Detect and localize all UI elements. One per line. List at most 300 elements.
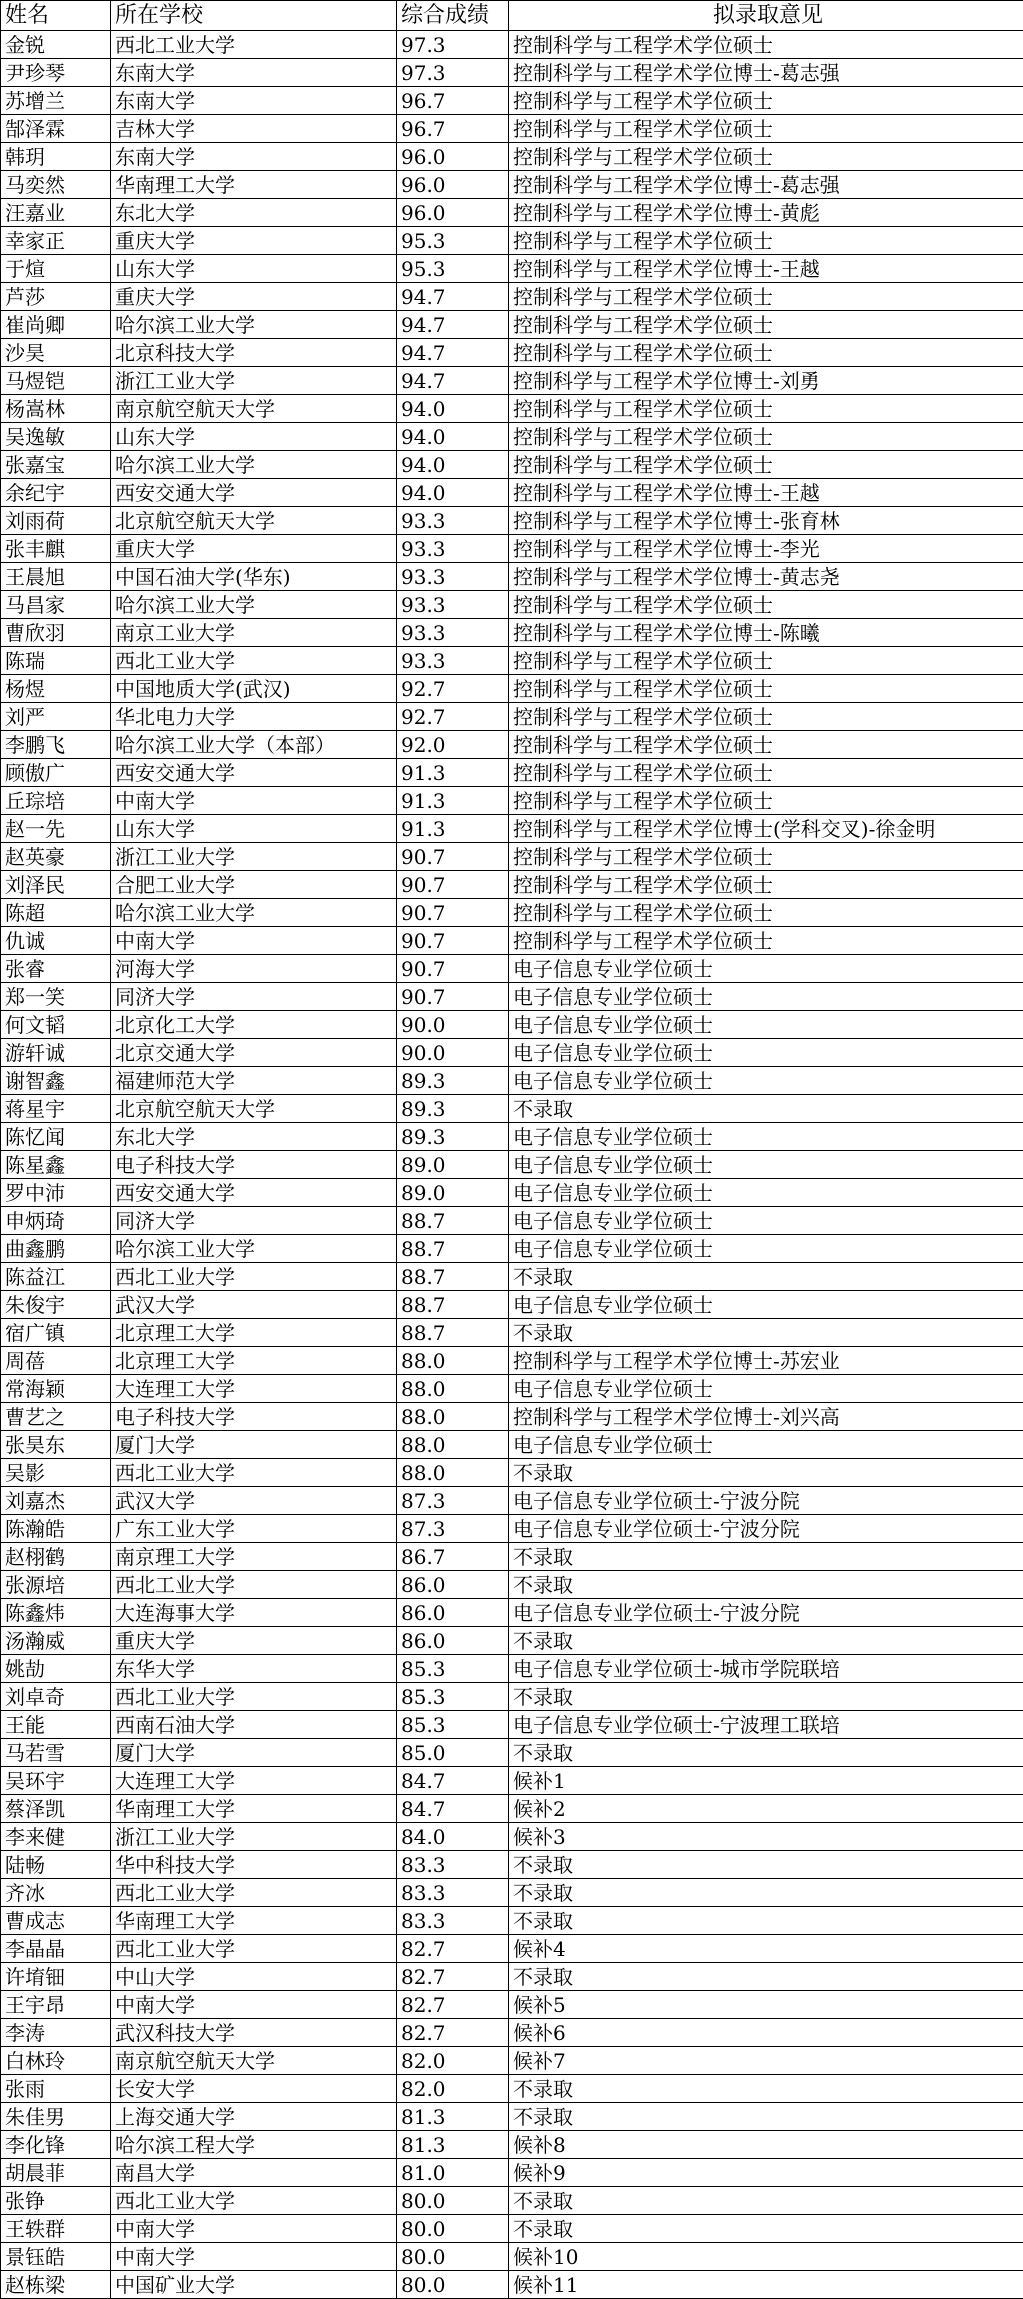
score-cell: 94.0: [397, 423, 509, 451]
opinion-cell: 电子信息专业学位硕士: [509, 1207, 1023, 1235]
school-cell: 西安交通大学: [111, 479, 397, 507]
school-cell: 北京航空航天大学: [111, 1095, 397, 1123]
table-row: [1, 1067, 1023, 1095]
school-cell: 山东大学: [111, 255, 397, 283]
table-row: [1, 1851, 1023, 1879]
table-row: [1, 423, 1023, 451]
name-cell: 张雨: [1, 2075, 111, 2103]
opinion-cell: 控制科学与工程学术学位博士-张育林: [509, 507, 1023, 535]
table-row: [1, 1963, 1023, 1991]
school-cell: 哈尔滨工程大学: [111, 2131, 397, 2159]
school-cell: 哈尔滨工业大学: [111, 899, 397, 927]
table-row: [1, 787, 1023, 815]
name-cell: 陈忆闻: [1, 1123, 111, 1151]
name-cell: 王宇昂: [1, 1991, 111, 2019]
school-cell: 重庆大学: [111, 283, 397, 311]
table-row: [1, 311, 1023, 339]
score-cell: 96.0: [397, 199, 509, 227]
score-cell: 91.3: [397, 787, 509, 815]
table-row: [1, 367, 1023, 395]
school-cell: 西北工业大学: [111, 31, 397, 59]
table-row: [1, 1823, 1023, 1851]
opinion-cell: 候补7: [509, 2047, 1023, 2075]
name-cell: 曲鑫鹏: [1, 1235, 111, 1263]
score-cell: 93.3: [397, 563, 509, 591]
name-cell: 周蓓: [1, 1347, 111, 1375]
school-cell: 重庆大学: [111, 227, 397, 255]
score-cell: 86.0: [397, 1599, 509, 1627]
name-cell: 曹欣羽: [1, 619, 111, 647]
name-cell: 陈瑞: [1, 647, 111, 675]
opinion-cell: 候补6: [509, 2019, 1023, 2047]
name-cell: 李晶晶: [1, 1935, 111, 1963]
opinion-cell: 候补3: [509, 1823, 1023, 1851]
name-cell: 李涛: [1, 2019, 111, 2047]
score-cell: 88.0: [397, 1431, 509, 1459]
name-cell: 刘雨荷: [1, 507, 111, 535]
opinion-cell: 控制科学与工程学术学位硕士: [509, 227, 1023, 255]
table-row: [1, 1039, 1023, 1067]
table-row: [1, 1319, 1023, 1347]
school-cell: 大连理工大学: [111, 1375, 397, 1403]
opinion-cell: 不录取: [509, 2075, 1023, 2103]
name-cell: 胡晨菲: [1, 2159, 111, 2187]
score-cell: 95.3: [397, 255, 509, 283]
name-cell: 刘卓奇: [1, 1683, 111, 1711]
opinion-cell: 电子信息专业学位硕士: [509, 1039, 1023, 1067]
column-header-name: 姓名: [1, 1, 111, 31]
name-cell: 蔡泽凯: [1, 1795, 111, 1823]
table-row: [1, 59, 1023, 87]
school-cell: 西北工业大学: [111, 1935, 397, 1963]
score-cell: 95.3: [397, 227, 509, 255]
name-cell: 王能: [1, 1711, 111, 1739]
table-row: [1, 759, 1023, 787]
opinion-cell: 电子信息专业学位硕士: [509, 1179, 1023, 1207]
table-row: [1, 283, 1023, 311]
table-row: [1, 675, 1023, 703]
score-cell: 84.7: [397, 1795, 509, 1823]
opinion-cell: 控制科学与工程学术学位硕士: [509, 871, 1023, 899]
opinion-cell: 候补4: [509, 1935, 1023, 1963]
name-cell: 韩玥: [1, 143, 111, 171]
name-cell: 顾傲广: [1, 759, 111, 787]
name-cell: 刘严: [1, 703, 111, 731]
school-cell: 华南理工大学: [111, 1907, 397, 1935]
score-cell: 93.3: [397, 535, 509, 563]
name-cell: 宿广镇: [1, 1319, 111, 1347]
score-cell: 96.0: [397, 143, 509, 171]
table-body: [1, 31, 1023, 2299]
school-cell: 北京科技大学: [111, 339, 397, 367]
table-row: [1, 1711, 1023, 1739]
table-row: [1, 1627, 1023, 1655]
score-cell: 93.3: [397, 619, 509, 647]
name-cell: 王晨旭: [1, 563, 111, 591]
opinion-cell: 电子信息专业学位硕士-宁波分院: [509, 1487, 1023, 1515]
opinion-cell: 候补10: [509, 2243, 1023, 2271]
table-row: [1, 983, 1023, 1011]
name-cell: 仇诚: [1, 927, 111, 955]
school-cell: 中国石油大学(华东): [111, 563, 397, 591]
table-row: [1, 955, 1023, 983]
opinion-cell: 不录取: [509, 1683, 1023, 1711]
table-row: [1, 2243, 1023, 2271]
school-cell: 西北工业大学: [111, 2187, 397, 2215]
opinion-cell: 候补8: [509, 2131, 1023, 2159]
opinion-cell: 控制科学与工程学术学位硕士: [509, 423, 1023, 451]
table-row: [1, 1235, 1023, 1263]
name-cell: 王轶群: [1, 2215, 111, 2243]
score-cell: 90.7: [397, 899, 509, 927]
school-cell: 合肥工业大学: [111, 871, 397, 899]
table-row: [1, 1375, 1023, 1403]
name-cell: 李化锋: [1, 2131, 111, 2159]
table-row: [1, 1571, 1023, 1599]
school-cell: 北京交通大学: [111, 1039, 397, 1067]
name-cell: 李鹏飞: [1, 731, 111, 759]
score-cell: 96.7: [397, 87, 509, 115]
name-cell: 杨煜: [1, 675, 111, 703]
table-row: [1, 871, 1023, 899]
table-row: [1, 507, 1023, 535]
name-cell: 幸家正: [1, 227, 111, 255]
opinion-cell: 候补1: [509, 1767, 1023, 1795]
school-cell: 哈尔滨工业大学: [111, 1235, 397, 1263]
school-cell: 中南大学: [111, 1991, 397, 2019]
opinion-cell: 控制科学与工程学术学位硕士: [509, 591, 1023, 619]
name-cell: 余纪宇: [1, 479, 111, 507]
score-cell: 82.0: [397, 2075, 509, 2103]
score-cell: 82.7: [397, 1963, 509, 1991]
name-cell: 汤瀚威: [1, 1627, 111, 1655]
school-cell: 华南理工大学: [111, 1795, 397, 1823]
school-cell: 厦门大学: [111, 1739, 397, 1767]
name-cell: 汪嘉业: [1, 199, 111, 227]
score-cell: 82.7: [397, 2019, 509, 2047]
table-row: [1, 255, 1023, 283]
name-cell: 杨嵩林: [1, 395, 111, 423]
school-cell: 武汉大学: [111, 1291, 397, 1319]
opinion-cell: 不录取: [509, 1851, 1023, 1879]
school-cell: 西南石油大学: [111, 1711, 397, 1739]
table-row: [1, 1879, 1023, 1907]
opinion-cell: 不录取: [509, 1571, 1023, 1599]
name-cell: 罗中沛: [1, 1179, 111, 1207]
school-cell: 武汉科技大学: [111, 2019, 397, 2047]
score-cell: 90.7: [397, 927, 509, 955]
opinion-cell: 电子信息专业学位硕士: [509, 1235, 1023, 1263]
opinion-cell: 控制科学与工程学术学位硕士: [509, 283, 1023, 311]
score-cell: 93.3: [397, 591, 509, 619]
score-cell: 90.7: [397, 955, 509, 983]
score-cell: 94.7: [397, 283, 509, 311]
name-cell: 赵英豪: [1, 843, 111, 871]
opinion-cell: 不录取: [509, 2103, 1023, 2131]
table-row: [1, 2131, 1023, 2159]
school-cell: 中南大学: [111, 2215, 397, 2243]
school-cell: 西北工业大学: [111, 1459, 397, 1487]
opinion-cell: 控制科学与工程学术学位硕士: [509, 647, 1023, 675]
score-cell: 91.3: [397, 815, 509, 843]
score-cell: 88.0: [397, 1375, 509, 1403]
opinion-cell: 不录取: [509, 1319, 1023, 1347]
score-cell: 87.3: [397, 1515, 509, 1543]
opinion-cell: 控制科学与工程学术学位硕士: [509, 143, 1023, 171]
score-cell: 82.7: [397, 1935, 509, 1963]
table-row: [1, 2019, 1023, 2047]
school-cell: 重庆大学: [111, 1627, 397, 1655]
name-cell: 赵栩鹤: [1, 1543, 111, 1571]
table-row: [1, 1515, 1023, 1543]
school-cell: 东南大学: [111, 87, 397, 115]
score-cell: 80.0: [397, 2243, 509, 2271]
school-cell: 西北工业大学: [111, 1683, 397, 1711]
score-cell: 89.0: [397, 1179, 509, 1207]
opinion-cell: 控制科学与工程学术学位硕士: [509, 311, 1023, 339]
opinion-cell: 控制科学与工程学术学位博士-葛志强: [509, 59, 1023, 87]
school-cell: 浙江工业大学: [111, 1823, 397, 1851]
score-cell: 88.0: [397, 1347, 509, 1375]
opinion-cell: 不录取: [509, 1627, 1023, 1655]
table-row: [1, 1347, 1023, 1375]
name-cell: 刘泽民: [1, 871, 111, 899]
score-cell: 81.3: [397, 2131, 509, 2159]
table-row: [1, 1907, 1023, 1935]
table-row: [1, 815, 1023, 843]
opinion-cell: 候补11: [509, 2271, 1023, 2299]
opinion-cell: 电子信息专业学位硕士-城市学院联培: [509, 1655, 1023, 1683]
opinion-cell: 控制科学与工程学术学位硕士: [509, 31, 1023, 59]
school-cell: 大连理工大学: [111, 1767, 397, 1795]
score-cell: 86.0: [397, 1627, 509, 1655]
opinion-cell: 控制科学与工程学术学位博士(学科交叉)-徐金明: [509, 815, 1023, 843]
score-cell: 86.0: [397, 1571, 509, 1599]
school-cell: 哈尔滨工业大学: [111, 311, 397, 339]
table-row: [1, 1655, 1023, 1683]
score-cell: 88.7: [397, 1291, 509, 1319]
opinion-cell: 不录取: [509, 1879, 1023, 1907]
score-cell: 90.7: [397, 983, 509, 1011]
opinion-cell: 电子信息专业学位硕士: [509, 1151, 1023, 1179]
name-cell: 张源培: [1, 1571, 111, 1599]
name-cell: 马昌家: [1, 591, 111, 619]
table-row: [1, 479, 1023, 507]
school-cell: 中国矿业大学: [111, 2271, 397, 2299]
score-cell: 90.0: [397, 1039, 509, 1067]
name-cell: 何文韬: [1, 1011, 111, 1039]
school-cell: 南京航空航天大学: [111, 2047, 397, 2075]
school-cell: 同济大学: [111, 983, 397, 1011]
score-cell: 83.3: [397, 1879, 509, 1907]
opinion-cell: 控制科学与工程学术学位博士-葛志强: [509, 171, 1023, 199]
table-row: [1, 1263, 1023, 1291]
school-cell: 长安大学: [111, 2075, 397, 2103]
school-cell: 北京理工大学: [111, 1319, 397, 1347]
table-row: [1, 1151, 1023, 1179]
name-cell: 陈鑫炜: [1, 1599, 111, 1627]
name-cell: 马若雪: [1, 1739, 111, 1767]
opinion-cell: 控制科学与工程学术学位硕士: [509, 451, 1023, 479]
opinion-cell: 控制科学与工程学术学位硕士: [509, 675, 1023, 703]
score-cell: 81.0: [397, 2159, 509, 2187]
table-row: [1, 115, 1023, 143]
header-row: [1, 1, 1023, 31]
table-row: [1, 1291, 1023, 1319]
table-row: [1, 2075, 1023, 2103]
school-cell: 北京理工大学: [111, 1347, 397, 1375]
name-cell: 谢智鑫: [1, 1067, 111, 1095]
opinion-cell: 候补5: [509, 1991, 1023, 2019]
name-cell: 朱佳男: [1, 2103, 111, 2131]
opinion-cell: 控制科学与工程学术学位博士-陈曦: [509, 619, 1023, 647]
table-row: [1, 1095, 1023, 1123]
table-row: [1, 2159, 1023, 2187]
opinion-cell: 控制科学与工程学术学位硕士: [509, 87, 1023, 115]
school-cell: 哈尔滨工业大学（本部）: [111, 731, 397, 759]
opinion-cell: 控制科学与工程学术学位硕士: [509, 339, 1023, 367]
school-cell: 重庆大学: [111, 535, 397, 563]
opinion-cell: 控制科学与工程学术学位硕士: [509, 899, 1023, 927]
name-cell: 吴环宇: [1, 1767, 111, 1795]
school-cell: 华北电力大学: [111, 703, 397, 731]
table-row: [1, 1011, 1023, 1039]
table-row: [1, 619, 1023, 647]
school-cell: 中南大学: [111, 2243, 397, 2271]
score-cell: 90.0: [397, 1011, 509, 1039]
school-cell: 西北工业大学: [111, 1263, 397, 1291]
school-cell: 浙江工业大学: [111, 843, 397, 871]
score-cell: 86.7: [397, 1543, 509, 1571]
table-row: [1, 87, 1023, 115]
school-cell: 中南大学: [111, 787, 397, 815]
name-cell: 芦莎: [1, 283, 111, 311]
school-cell: 西北工业大学: [111, 1879, 397, 1907]
table-row: [1, 1543, 1023, 1571]
table-row: [1, 1459, 1023, 1487]
school-cell: 电子科技大学: [111, 1403, 397, 1431]
score-cell: 89.3: [397, 1123, 509, 1151]
name-cell: 尹珍琴: [1, 59, 111, 87]
school-cell: 西北工业大学: [111, 1571, 397, 1599]
name-cell: 张铮: [1, 2187, 111, 2215]
score-cell: 93.3: [397, 647, 509, 675]
score-cell: 82.7: [397, 1991, 509, 2019]
score-cell: 91.3: [397, 759, 509, 787]
name-cell: 丘琮培: [1, 787, 111, 815]
table-row: [1, 31, 1023, 59]
table-row: [1, 647, 1023, 675]
score-cell: 93.3: [397, 507, 509, 535]
school-cell: 大连海事大学: [111, 1599, 397, 1627]
school-cell: 北京航空航天大学: [111, 507, 397, 535]
name-cell: 陈益江: [1, 1263, 111, 1291]
school-cell: 东南大学: [111, 143, 397, 171]
score-cell: 89.0: [397, 1151, 509, 1179]
table-row: [1, 1403, 1023, 1431]
table-row: [1, 1991, 1023, 2019]
table-row: [1, 1935, 1023, 1963]
score-cell: 94.0: [397, 451, 509, 479]
score-cell: 96.0: [397, 171, 509, 199]
opinion-cell: 控制科学与工程学术学位博士-黄志尧: [509, 563, 1023, 591]
opinion-cell: 控制科学与工程学术学位博士-刘兴高: [509, 1403, 1023, 1431]
name-cell: 申炳琦: [1, 1207, 111, 1235]
opinion-cell: 控制科学与工程学术学位博士-李光: [509, 535, 1023, 563]
score-cell: 88.7: [397, 1207, 509, 1235]
school-cell: 西安交通大学: [111, 1179, 397, 1207]
table-row: [1, 2047, 1023, 2075]
table-row: [1, 171, 1023, 199]
score-cell: 88.0: [397, 1403, 509, 1431]
name-cell: 景钰皓: [1, 2243, 111, 2271]
name-cell: 张睿: [1, 955, 111, 983]
name-cell: 张嘉宝: [1, 451, 111, 479]
school-cell: 中山大学: [111, 1963, 397, 1991]
name-cell: 张丰麒: [1, 535, 111, 563]
score-cell: 97.3: [397, 31, 509, 59]
score-cell: 81.3: [397, 2103, 509, 2131]
table-row: [1, 1767, 1023, 1795]
opinion-cell: 控制科学与工程学术学位硕士: [509, 787, 1023, 815]
name-cell: 姚劼: [1, 1655, 111, 1683]
opinion-cell: 控制科学与工程学术学位博士-刘勇: [509, 367, 1023, 395]
table-row: [1, 395, 1023, 423]
table-row: [1, 703, 1023, 731]
opinion-cell: 电子信息专业学位硕士: [509, 1431, 1023, 1459]
table-row: [1, 1431, 1023, 1459]
table-row: [1, 731, 1023, 759]
opinion-cell: 电子信息专业学位硕士: [509, 1123, 1023, 1151]
score-cell: 89.3: [397, 1067, 509, 1095]
name-cell: 马奕然: [1, 171, 111, 199]
opinion-cell: 电子信息专业学位硕士: [509, 1375, 1023, 1403]
name-cell: 张昊东: [1, 1431, 111, 1459]
school-cell: 上海交通大学: [111, 2103, 397, 2131]
score-cell: 94.7: [397, 367, 509, 395]
name-cell: 苏增兰: [1, 87, 111, 115]
opinion-cell: 候补2: [509, 1795, 1023, 1823]
table-row: [1, 199, 1023, 227]
table-row: [1, 591, 1023, 619]
opinion-cell: 电子信息专业学位硕士: [509, 955, 1023, 983]
school-cell: 西北工业大学: [111, 647, 397, 675]
school-cell: 广东工业大学: [111, 1515, 397, 1543]
opinion-cell: 不录取: [509, 1095, 1023, 1123]
school-cell: 南京工业大学: [111, 619, 397, 647]
score-cell: 94.0: [397, 395, 509, 423]
score-cell: 82.0: [397, 2047, 509, 2075]
name-cell: 赵一先: [1, 815, 111, 843]
name-cell: 马煜铠: [1, 367, 111, 395]
school-cell: 东北大学: [111, 1123, 397, 1151]
table-row: [1, 1207, 1023, 1235]
opinion-cell: 电子信息专业学位硕士: [509, 983, 1023, 1011]
score-cell: 96.7: [397, 115, 509, 143]
name-cell: 许堉钿: [1, 1963, 111, 1991]
score-cell: 94.0: [397, 479, 509, 507]
name-cell: 陈星鑫: [1, 1151, 111, 1179]
name-cell: 李来健: [1, 1823, 111, 1851]
opinion-cell: 控制科学与工程学术学位博士-王越: [509, 255, 1023, 283]
school-cell: 武汉大学: [111, 1487, 397, 1515]
opinion-cell: 控制科学与工程学术学位硕士: [509, 843, 1023, 871]
name-cell: 金锐: [1, 31, 111, 59]
name-cell: 吴逸敏: [1, 423, 111, 451]
name-cell: 曹成志: [1, 1907, 111, 1935]
score-cell: 85.3: [397, 1655, 509, 1683]
opinion-cell: 控制科学与工程学术学位硕士: [509, 115, 1023, 143]
